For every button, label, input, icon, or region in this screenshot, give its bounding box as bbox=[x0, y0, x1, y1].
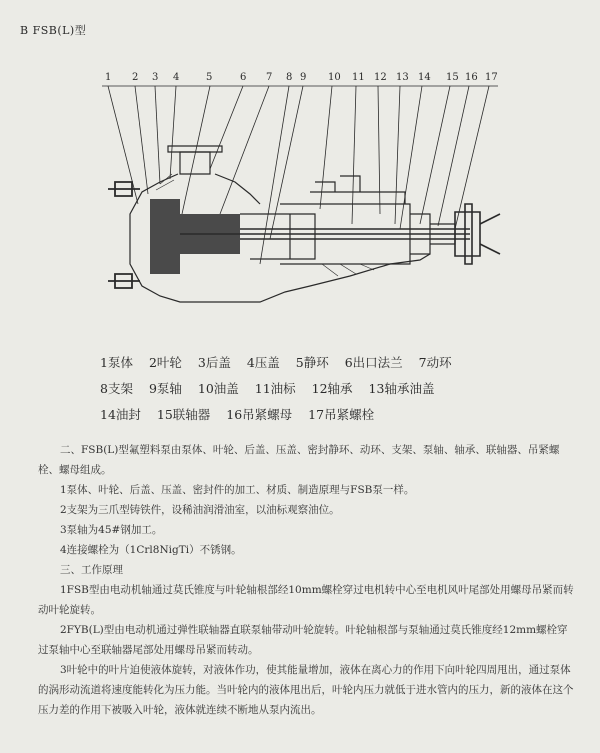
paragraph-item-1: 1泵体、叶轮、后盖、压盖、密封件的加工、材质、制造原理与FSB泵一样。 bbox=[60, 484, 415, 496]
legend-item-14: 14油封 bbox=[100, 407, 141, 422]
callout-number-5: 5 bbox=[206, 72, 213, 83]
legend-item-16: 16吊紧螺母 bbox=[226, 407, 293, 422]
legend-item-7: 7动环 bbox=[418, 355, 452, 370]
callout-number-4: 4 bbox=[173, 72, 180, 83]
legend-item-11: 11油标 bbox=[254, 381, 296, 396]
legend-item-4: 4压盖 bbox=[246, 355, 280, 370]
legend-item-12: 12轴承 bbox=[311, 381, 353, 396]
section-heading-working-principle: 三、工作原理 bbox=[60, 564, 123, 576]
callout-number-9: 9 bbox=[300, 72, 307, 83]
paragraph-item-3: 3泵轴为45#钢加工。 bbox=[60, 524, 163, 536]
paragraph-principle-2: 2FYB(L)型由电动机通过弹性联轴器直联泵轴带动叶轮旋转。叶轮轴根部与泵轴通过莫氏锥度经12mm螺栓穿过泵轴中心至联轴器尾部处用螺母吊紧而转动。 bbox=[38, 624, 568, 656]
paragraph-item-4: 4连接螺栓为（1Crl8NigTi）不锈钢。 bbox=[60, 544, 242, 556]
legend-item-17: 17吊紧螺栓 bbox=[308, 407, 375, 422]
callout-number-3: 3 bbox=[152, 72, 159, 83]
legend-item-2: 2叶轮 bbox=[148, 355, 182, 370]
pump-cross-section-diagram bbox=[60, 64, 530, 344]
page-header: B FSB(L)型 bbox=[20, 24, 87, 37]
callout-number-16: 16 bbox=[465, 72, 478, 83]
callout-number-1: 1 bbox=[105, 72, 112, 83]
legend-item-5: 5静环 bbox=[295, 355, 329, 370]
paragraph-composition: 二、FSB(L)型氟塑料泵由泵体、叶轮、后盖、压盖、密封静环、动环、支架、泵轴、轴承、联轴器、吊紧螺栓、螺母组成。 bbox=[38, 444, 560, 476]
callout-number-14: 14 bbox=[418, 72, 431, 83]
callout-number-6: 6 bbox=[240, 72, 247, 83]
legend-item-3: 3后盖 bbox=[197, 355, 231, 370]
callout-number-10: 10 bbox=[328, 72, 341, 83]
paragraph-principle-1: 1FSB型由电动机轴通过莫氏锥度与叶轮轴根部经10mm螺栓穿过电机转中心至电机风叶尾部处用螺母吊紧而转动叶轮旋转。 bbox=[38, 584, 574, 616]
body-text bbox=[38, 440, 578, 720]
legend-item-10: 10油盖 bbox=[197, 381, 239, 396]
callout-number-11: 11 bbox=[352, 72, 365, 83]
parts-legend bbox=[100, 350, 540, 428]
callout-number-17: 17 bbox=[485, 72, 498, 83]
paragraph-item-2: 2支架为三爪型铸铁件，设稀油润滑油室，以油标观察油位。 bbox=[60, 504, 340, 516]
legend-row bbox=[100, 402, 540, 428]
callout-number-15: 15 bbox=[446, 72, 459, 83]
legend-item-15: 15联轴器 bbox=[156, 407, 211, 422]
flange-left bbox=[108, 182, 140, 288]
legend-item-9: 9泵轴 bbox=[148, 381, 182, 396]
callout-number-2: 2 bbox=[132, 72, 139, 83]
callout-number-8: 8 bbox=[286, 72, 293, 83]
callout-number-7: 7 bbox=[266, 72, 273, 83]
legend-item-13: 13轴承油盖 bbox=[368, 381, 435, 396]
diagram-svg bbox=[60, 64, 530, 344]
legend-row bbox=[100, 350, 540, 376]
legend-row bbox=[100, 376, 540, 402]
legend-item-8: 8支架 bbox=[100, 381, 133, 396]
callout-number-13: 13 bbox=[396, 72, 409, 83]
paragraph-principle-3: 3叶轮中的叶片迫使液体旋转，对液体作功，使其能量增加，液体在离心力的作用下向叶轮四周甩出，通过泵体的涡形动流道将速度能转化为压力能。当叶轮内的液体甩出后，叶轮内压力就低于进水管内的压力，新的液体在这个压力差的作用下被吸入叶轮，液体就连续不断地从泵内流出。 bbox=[38, 664, 574, 716]
legend-item-6: 6出口法兰 bbox=[344, 355, 403, 370]
impeller bbox=[150, 199, 240, 274]
callout-number-12: 12 bbox=[374, 72, 387, 83]
legend-item-1: 1泵体 bbox=[100, 355, 133, 370]
